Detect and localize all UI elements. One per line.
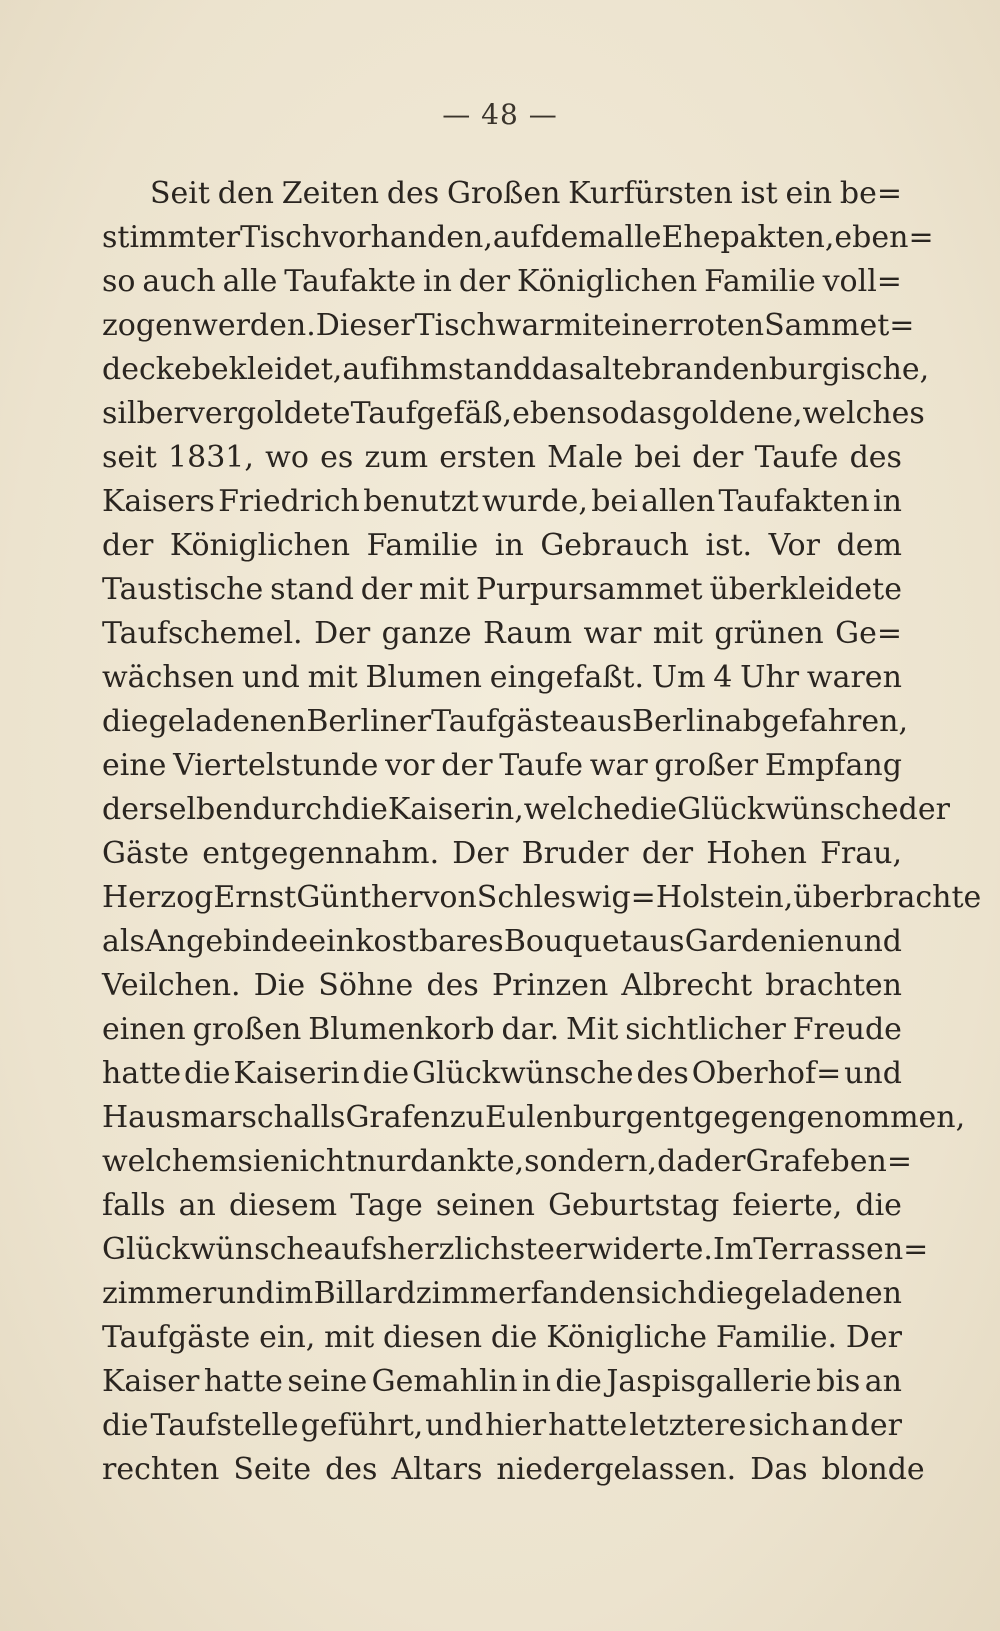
word: einen [102,1012,186,1047]
word: Gemahlin [371,1364,518,1399]
text-line [102,1404,902,1448]
word: welche [523,792,631,827]
word: Hohen [706,836,807,871]
word: Gäste [102,836,190,871]
word: Königlichen [169,528,351,563]
word: Taufgäste [102,1320,251,1355]
word: Im [712,1232,754,1267]
text-line [102,436,902,480]
word: durch [252,792,342,827]
word: abgefahren, [724,704,908,739]
word: ein [308,924,356,959]
word: stand [270,572,354,607]
word: bei [634,440,681,475]
word: Bruder [521,836,629,871]
word: Graf [745,1144,813,1179]
word: der [850,1408,902,1443]
word: Königlichen [517,264,698,299]
word: im [275,1276,314,1311]
word: Tisch [414,308,496,343]
word: der [641,836,694,871]
word: diesem [228,1188,338,1223]
word: in [522,1364,551,1399]
word: ebenso [512,396,620,431]
word: der [692,440,744,475]
word: kostbares [355,924,504,959]
word: der [441,748,493,783]
word: die [555,1364,602,1399]
text-line [102,832,902,876]
word: mit [324,1320,375,1355]
word: Der [452,836,509,871]
word: ein, [259,1320,316,1355]
text-line [102,392,925,436]
word: sich [748,1408,810,1443]
text-line [102,1228,929,1272]
word: nur [357,1144,411,1179]
word: welchem [102,1144,238,1179]
word: Taufe [499,748,584,783]
word: sich [635,1276,697,1311]
word: Der [314,616,371,651]
word: entgegengenommen, [644,1100,966,1135]
word: Königliche [546,1320,708,1355]
word: seinen [435,1188,535,1223]
word: Uhr [740,660,800,695]
word: Grafen [345,1100,450,1135]
word: Großen [446,176,561,211]
word: Altars [391,1452,483,1487]
word: Gebrauch [540,528,689,563]
word: an [864,1364,902,1399]
word: Tisch [240,220,322,255]
word: Billardzimmer [313,1276,531,1311]
word: Taufakten [718,484,870,519]
text-line [102,920,902,964]
word: mit [652,616,703,651]
word: letztere [629,1408,747,1443]
word: und [844,1056,902,1091]
word: bei [591,484,638,519]
word: derselben [102,792,253,827]
word: großen [192,1012,302,1047]
word: Oberhof= [691,1056,842,1091]
word: Albrecht [621,968,753,1003]
word: werden. [192,308,316,343]
text-line [102,480,902,524]
text-line [102,1096,966,1140]
word: aus [579,704,633,739]
word: Purpursammet [475,572,703,607]
word: decke [102,352,192,387]
word: feierte, [732,1188,843,1223]
word: die [102,1408,149,1443]
word: und [241,660,300,695]
word: wurde, [482,484,588,519]
word: Freude [792,1012,902,1047]
word: Jaspisgallerie [606,1364,812,1399]
word: hier [485,1408,547,1443]
word: alle [222,264,278,299]
word: die [102,704,149,739]
word: mit [418,572,470,607]
word: Das [750,1452,808,1487]
word: auf [492,220,542,255]
word: bekleidet, [191,352,343,387]
word: rechten [102,1452,220,1487]
word: Viertelstunde [173,748,379,783]
text-line [102,1316,902,1360]
word: geladenen [148,704,307,739]
word: geführt, [300,1408,424,1443]
word: Ehepakten, [661,220,835,255]
text-line [102,216,934,260]
word: Empfang [764,748,902,783]
word: alte [584,352,642,387]
word: Terrassen= [753,1232,929,1267]
word: dem [836,528,902,563]
word: aus [631,924,685,959]
word: zogen [102,308,193,343]
word: an [811,1408,849,1443]
word: fanden [530,1276,636,1311]
word: Günther [296,880,423,915]
word: großer [654,748,759,783]
word: ersten [439,440,536,475]
word: Berliner [306,704,432,739]
word: wo [265,440,309,475]
text-line [102,876,982,920]
word: Familie [704,264,816,299]
word: grünen [714,616,824,651]
word: Dieser [315,308,415,343]
word: die [697,1276,744,1311]
word: 4 [713,660,733,695]
word: Glückwünsche [102,1232,324,1267]
word: Frau, [820,836,902,871]
text-line [102,1052,902,1096]
word: Ernst [213,880,297,915]
word: ist [740,176,778,211]
word: war [583,616,642,651]
word: Blumen [365,660,482,695]
word: Familie. [715,1320,838,1355]
word: einer [603,308,683,343]
word: Angebinde [145,924,309,959]
word: die [490,1320,538,1355]
word: und [425,1408,484,1443]
word: Bouquet [503,924,632,959]
word: Taufakte [284,264,417,299]
text-line [102,612,902,656]
word: auf [342,352,391,387]
word: Male [547,440,624,475]
word: der [458,264,511,299]
word: zu [449,1100,485,1135]
word: und [844,924,902,959]
word: Glückwünsche [677,792,899,827]
word: alle [606,220,662,255]
word: be= [839,176,902,211]
word: an [178,1188,216,1223]
word: die [362,1056,410,1091]
word: der [898,792,950,827]
word: mit [307,660,358,695]
word: brachten [765,968,902,1003]
word: wächsen [102,660,235,695]
word: geladenen [744,1276,902,1311]
word: aufs [323,1232,388,1267]
word: des [426,968,479,1003]
text-line [102,568,902,612]
text-line [102,1448,925,1492]
word: den [217,176,274,211]
word: Die [253,968,306,1003]
word: Sammet= [764,308,915,343]
word: Söhne [318,968,414,1003]
word: sie [237,1144,281,1179]
word: der [360,572,413,607]
word: Berlin [632,704,725,739]
word: diesen [383,1320,483,1355]
word: Herzog [102,880,214,915]
word: 1831, [168,440,254,475]
word: nicht [280,1144,358,1179]
word: goldene, [672,396,803,431]
word: voll= [822,264,902,299]
text-line [102,1184,902,1228]
word: Friedrich [218,484,360,519]
word: da [657,1144,695,1179]
word: eingefaßt. [489,660,644,695]
word: Gardenien [684,924,844,959]
word: silbervergoldete [102,396,351,431]
word: Taustische [102,572,264,607]
text-line [102,744,902,788]
word: Schleswig=Holstein, [476,880,794,915]
word: bis [816,1364,861,1399]
word: überbrachte [793,880,982,915]
word: Seit [150,176,210,211]
word: Raum [483,616,573,651]
word: des [849,440,902,475]
word: Taufstelle [150,1408,299,1443]
text-line [102,700,908,744]
text-line [102,524,902,568]
word: Tage [350,1188,423,1223]
word: überkleidete [709,572,902,607]
word: Kurfürsten [568,176,733,211]
word: hatte [102,1056,182,1091]
text-line [102,260,902,304]
word: des [325,1452,378,1487]
text-line [102,1140,912,1184]
word: stand [448,352,532,387]
word: mit [553,308,604,343]
text-line [102,348,930,392]
word: zimmer [102,1276,217,1311]
word: Familie [366,528,479,563]
word: ihm [390,352,449,387]
word: eine [102,748,167,783]
text-line [102,788,950,832]
word: dar. [501,1012,560,1047]
text-line [102,1272,902,1316]
word: allen [641,484,716,519]
word: des [636,1056,689,1091]
word: dankte, [410,1144,525,1179]
word: Taufschemel. [102,616,303,651]
word: die [183,1056,231,1091]
word: Vor [768,528,820,563]
word: Mit [566,1012,619,1047]
word: Hausmarschalls [102,1100,346,1135]
word: der [694,1144,746,1179]
word: die [630,792,678,827]
text-line [102,1360,902,1404]
word: Veilchen. [102,968,241,1003]
word: Zeiten [281,176,380,211]
word: herzlichste [387,1232,555,1267]
word: Kaiserin, [387,792,524,827]
word: der [102,528,154,563]
word: Kaisers [102,484,215,519]
word: ein [785,176,833,211]
word: welches [802,396,925,431]
word: waren [806,660,902,695]
word: blonde [821,1452,925,1487]
word: die [855,1188,902,1223]
word: die [341,792,388,827]
word: sondern, [524,1144,658,1179]
word: war [495,308,554,343]
word: roten [682,308,765,343]
word: benutzt [363,484,479,519]
word: hatte [203,1364,283,1399]
word: Ge= [835,616,902,651]
body-text [102,172,982,1492]
word: in [873,484,902,519]
word: das [619,396,673,431]
word: Glückwünsche [412,1056,634,1091]
word: und [216,1276,275,1311]
word: in [423,264,452,299]
word: entgegennahm. [202,836,440,871]
word: eben= [812,1144,912,1179]
word: so [102,264,136,299]
word: Taufe [754,440,839,475]
word: ist. [705,528,753,563]
word: Kaiserin [233,1056,360,1091]
word: seine [287,1364,368,1399]
word: falls [102,1188,166,1223]
text-line [102,1008,902,1052]
word: Blumenkorb [308,1012,495,1047]
word: ganze [381,616,472,651]
word: dem [541,220,607,255]
word: hatte [548,1408,628,1443]
word: in [494,528,524,563]
word: Kaiser [102,1364,200,1399]
word: seit [102,440,157,475]
word: als [102,924,145,959]
text-line [102,172,902,216]
page-number: — 48 — [442,98,558,131]
word: erwiderte. [554,1232,713,1267]
word: Geburtstag [548,1188,720,1223]
word: stimmter [102,220,241,255]
word: war [589,748,648,783]
word: eben= [834,220,934,255]
word: zum [364,440,429,475]
word: vor [385,748,435,783]
word: Der [845,1320,902,1355]
word: sichtlicher [625,1012,786,1047]
word: auch [142,264,216,299]
text-line [102,656,902,700]
word: Um [651,660,706,695]
text-line [102,964,902,1008]
word: Taufgäste [431,704,580,739]
text-line [102,304,915,348]
word: das [531,352,585,387]
word: niedergelassen. [496,1452,737,1487]
word: Taufgefäß, [350,396,513,431]
word: vorhanden, [321,220,493,255]
word: Seite [233,1452,312,1487]
word: Eulenburg [484,1100,645,1135]
word: Prinzen [491,968,609,1003]
word: des [386,176,440,211]
word: von [422,880,477,915]
word: brandenburgische, [641,352,930,387]
word: es [320,440,354,475]
